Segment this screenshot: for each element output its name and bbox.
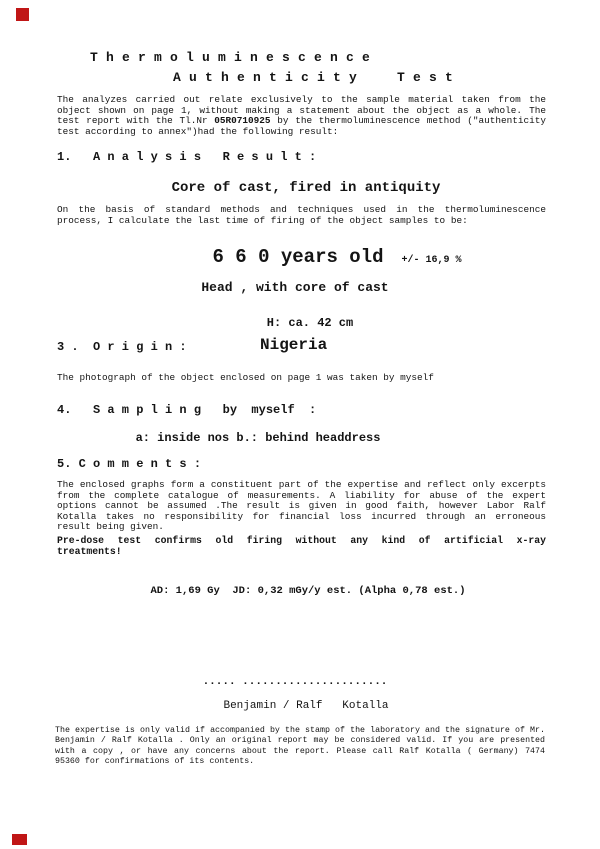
dose-values-line: AD: 1,69 Gy JD: 0,32 mGy/y est. (Alpha 0,78 est.): [150, 585, 466, 597]
age-tolerance: +/- 16,9 %: [401, 255, 462, 266]
sampling-locations-value: a: inside nos b.: behind headdress: [135, 431, 381, 445]
red-marker-top-left: [16, 8, 29, 21]
predose-line1: Pre-dose test confirms old firing without any kind of artificial x-ray: [57, 535, 546, 546]
intro-paragraph: [57, 95, 546, 137]
section-heading-analysis-result: 1. A n a l y s i s R e s u l t :: [57, 150, 317, 164]
signatory-name: Benjamin / Ralf Kotalla: [223, 700, 389, 712]
age-value: 6 6 0 years old: [212, 246, 384, 268]
object-height-line: H: ca. 42 cm: [266, 316, 354, 330]
intro-text-before-tlnr: The analyzes carried out relate exclusively to the sample material taken from the object shown on page 1, without making a statement about the object as a whole. The test report with the Tl.Nr: [57, 94, 546, 127]
analysis-result-value: Core of cast, fired in antiquity: [171, 180, 441, 196]
report-title-line1: T h e r m o l u m i n e s c e n c e: [90, 50, 371, 65]
comments-paragraph: The enclosed graphs form a constituent part of the expertise and reflect only excerpts from the complete catalogue of measurements. A liability for abuse of the expert options cannot be assumed .The result is given in good faith, however Labor Ralf Kotalla takes no responsibility for financial loss incurred through an erroneous result being given.: [57, 479, 546, 533]
object-description-line: Head , with core of cast: [201, 280, 389, 295]
validity-footer: The expertise is only valid if accompanied by the stamp of the laboratory and the signature of Mr. Benjamin / Ralf Kotalla . Only an original report may be considered valid. If you are presented with a copy , or have any concerns about the report. Please call Ralf Kotalla ( Germany) 7474 95360 for confirmations of its contents.: [55, 726, 545, 766]
section-heading-comments: 5. C o m m e n t s :: [57, 457, 202, 471]
section-heading-sampling: 4. S a m p l i n g by myself :: [57, 403, 317, 417]
signature-dotted-line: ..... ......................: [202, 676, 388, 688]
intro-text-after-tlnr: by the thermoluminescence method ("authenticity test according to annex")had the following result:: [57, 115, 546, 137]
predose-statement: [57, 536, 546, 558]
tl-number: 05R0710925: [214, 115, 271, 127]
origin-value: Nigeria: [260, 336, 328, 354]
age-result-line: [37, 246, 600, 268]
report-title-line2: A u t h e n t i c i t y T e s t: [173, 70, 454, 85]
red-marker-bottom-left: [12, 834, 27, 845]
photograph-note: The photograph of the object enclosed on page 1 was taken by myself: [57, 372, 434, 383]
section-heading-origin: 3 . O r i g i n :: [57, 340, 187, 354]
method-paragraph: On the basis of standard methods and techniques used in the thermoluminescence process, I calculate the last time of firing of the object samples to be:: [57, 204, 546, 226]
predose-line2: treatments!: [57, 545, 122, 557]
